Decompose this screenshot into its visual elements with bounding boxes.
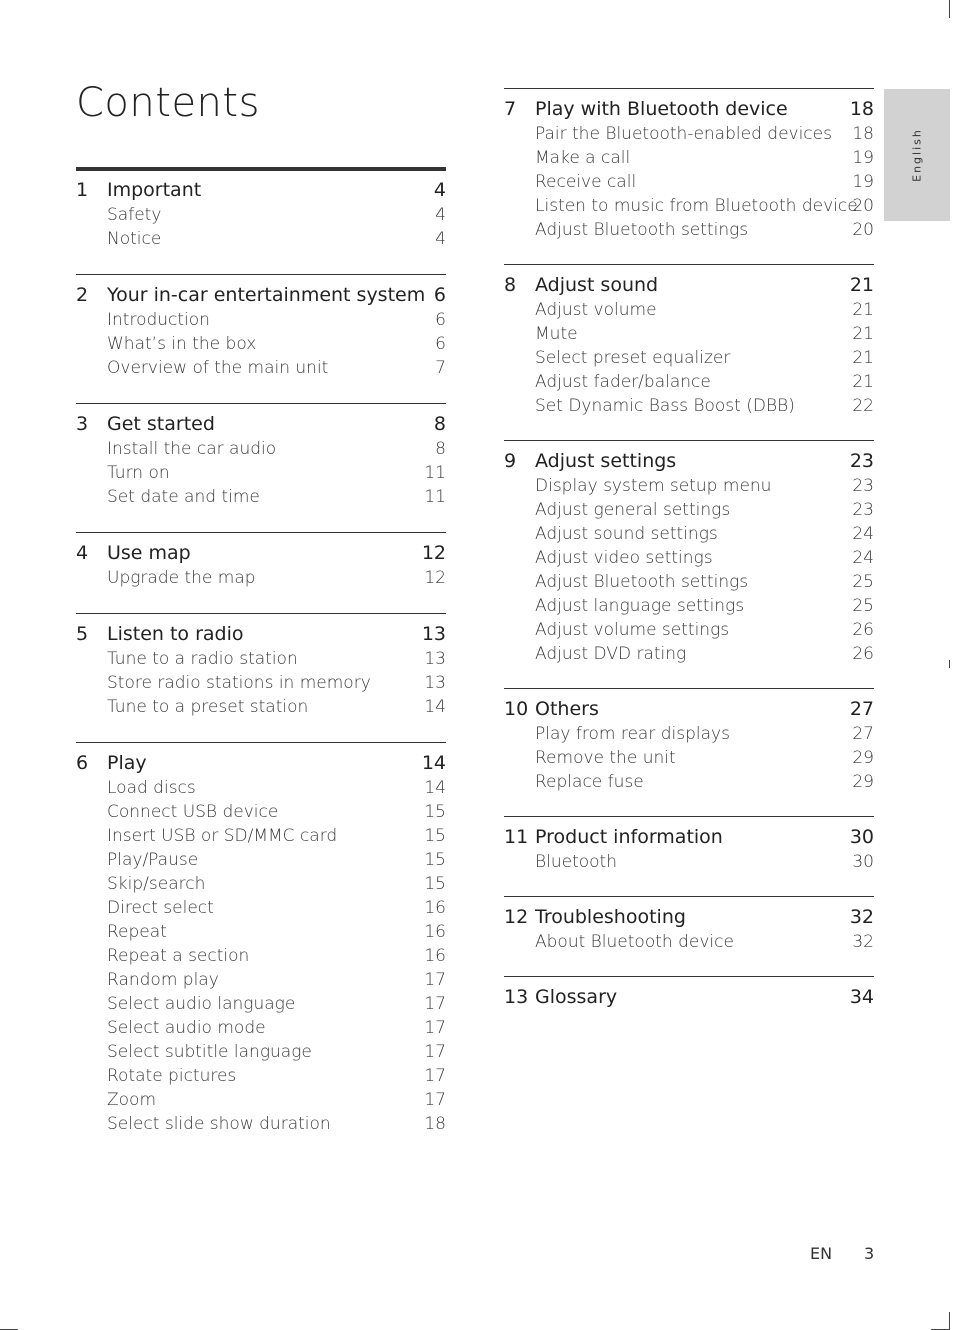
entry-label: Zoom bbox=[107, 1090, 157, 1110]
chapter-number: 8 bbox=[504, 274, 517, 296]
chapter-title: Glossary bbox=[535, 986, 618, 1008]
toc-entry-row bbox=[504, 930, 874, 954]
chapter-title: Product information bbox=[535, 826, 723, 848]
entry-label: Select subtitle language bbox=[107, 1042, 312, 1062]
toc-entry-row bbox=[504, 770, 874, 794]
crop-mark bbox=[949, 660, 950, 668]
toc-entry-row bbox=[504, 170, 874, 194]
entry-label: Rotate pictures bbox=[107, 1066, 237, 1086]
entry-page: 17 bbox=[424, 1018, 446, 1038]
entry-label: Install the car audio bbox=[107, 439, 277, 459]
toc-chapter-row bbox=[76, 540, 446, 566]
toc-entry-row bbox=[76, 992, 446, 1016]
toc-entry-row bbox=[76, 647, 446, 671]
entry-label: Mute bbox=[535, 324, 578, 344]
toc-entry-row bbox=[76, 566, 446, 590]
toc-entry-row bbox=[76, 1016, 446, 1040]
toc-section bbox=[504, 440, 874, 688]
toc-section bbox=[76, 274, 446, 403]
entry-label: Introduction bbox=[107, 310, 210, 330]
toc-chapter-row bbox=[76, 177, 446, 203]
toc-right-column bbox=[504, 88, 874, 1032]
section-body bbox=[504, 441, 874, 688]
entry-label: Store radio stations in memory bbox=[107, 673, 371, 693]
chapter-title: Troubleshooting bbox=[535, 906, 686, 928]
toc-entry-row bbox=[504, 218, 874, 242]
toc-section bbox=[504, 264, 874, 440]
toc-entry-row bbox=[504, 322, 874, 346]
toc-entry-row bbox=[504, 850, 874, 874]
chapter-page: 14 bbox=[421, 752, 446, 774]
toc-entry-row bbox=[504, 642, 874, 666]
chapter-number: 1 bbox=[76, 179, 89, 201]
entry-label: Adjust fader/balance bbox=[535, 372, 711, 392]
chapter-title: Important bbox=[107, 179, 202, 201]
toc-section bbox=[76, 403, 446, 532]
toc-entry-row bbox=[504, 570, 874, 594]
section-body bbox=[76, 275, 446, 403]
entry-page: 21 bbox=[852, 300, 874, 320]
entry-page: 29 bbox=[852, 748, 874, 768]
toc-chapter-row bbox=[504, 272, 874, 298]
entry-label: Play/Pause bbox=[107, 850, 199, 870]
entry-label: Safety bbox=[107, 205, 162, 225]
toc-entry-row bbox=[504, 498, 874, 522]
entry-label: Adjust language settings bbox=[535, 596, 745, 616]
entry-page: 25 bbox=[852, 596, 874, 616]
chapter-number: 12 bbox=[504, 906, 529, 928]
toc-entry-row bbox=[76, 1064, 446, 1088]
section-body bbox=[504, 897, 874, 976]
section-body bbox=[76, 533, 446, 613]
entry-page: 18 bbox=[424, 1114, 446, 1134]
entry-page: 11 bbox=[424, 487, 446, 507]
toc-entry-row bbox=[76, 896, 446, 920]
entry-label: Upgrade the map bbox=[107, 568, 256, 588]
chapter-title: Listen to radio bbox=[107, 623, 244, 645]
chapter-page: 13 bbox=[421, 623, 446, 645]
toc-entry-row bbox=[76, 800, 446, 824]
entry-page: 32 bbox=[852, 932, 874, 952]
footer-page-number: 3 bbox=[864, 1244, 875, 1263]
entry-label: Select audio language bbox=[107, 994, 296, 1014]
toc-entry-row bbox=[76, 671, 446, 695]
entry-label: Direct select bbox=[107, 898, 214, 918]
entry-label: About Bluetooth device bbox=[535, 932, 734, 952]
toc-chapter-row bbox=[76, 411, 446, 437]
entry-label: Replace fuse bbox=[535, 772, 644, 792]
toc-entry-row bbox=[504, 298, 874, 322]
chapter-title: Use map bbox=[107, 542, 191, 564]
entry-label: Connect USB device bbox=[107, 802, 279, 822]
entry-label: Random play bbox=[107, 970, 219, 990]
entry-label: Bluetooth bbox=[535, 852, 617, 872]
toc-chapter-row bbox=[76, 750, 446, 776]
toc-entry-row bbox=[504, 146, 874, 170]
section-body bbox=[76, 743, 446, 1159]
entry-page: 15 bbox=[424, 874, 446, 894]
entry-label: Adjust Bluetooth settings bbox=[535, 572, 749, 592]
toc-entry-row bbox=[504, 546, 874, 570]
entry-label: Select slide show duration bbox=[107, 1114, 331, 1134]
entry-page: 15 bbox=[424, 826, 446, 846]
entry-page: 16 bbox=[424, 898, 446, 918]
entry-page: 17 bbox=[424, 1066, 446, 1086]
entry-page: 4 bbox=[435, 205, 446, 225]
entry-label: Tune to a radio station bbox=[107, 649, 298, 669]
chapter-number: 7 bbox=[504, 98, 517, 120]
toc-entry-row bbox=[504, 346, 874, 370]
entry-page: 18 bbox=[852, 124, 874, 144]
chapter-page: 12 bbox=[421, 542, 446, 564]
entry-page: 29 bbox=[852, 772, 874, 792]
toc-section bbox=[504, 688, 874, 816]
entry-label: Repeat bbox=[107, 922, 167, 942]
section-body bbox=[504, 89, 874, 264]
chapter-page: 4 bbox=[433, 179, 446, 201]
entry-page: 24 bbox=[852, 524, 874, 544]
toc-section bbox=[76, 742, 446, 1159]
toc-entry-row bbox=[504, 370, 874, 394]
chapter-number: 10 bbox=[504, 698, 529, 720]
chapter-title: Your in-car entertainment system bbox=[107, 284, 426, 306]
toc-entry-row bbox=[504, 474, 874, 498]
toc-entry-row bbox=[76, 944, 446, 968]
toc-section bbox=[76, 613, 446, 742]
entry-label: Adjust DVD rating bbox=[535, 644, 687, 664]
toc-entry-row bbox=[76, 1088, 446, 1112]
entry-label: Adjust volume settings bbox=[535, 620, 730, 640]
chapter-number: 4 bbox=[76, 542, 89, 564]
section-body bbox=[504, 977, 874, 1032]
entry-page: 16 bbox=[424, 946, 446, 966]
entry-page: 17 bbox=[424, 994, 446, 1014]
entry-label: Turn on bbox=[107, 463, 170, 483]
entry-page: 30 bbox=[852, 852, 874, 872]
entry-label: Notice bbox=[107, 229, 162, 249]
chapter-page: 27 bbox=[849, 698, 874, 720]
entry-page: 26 bbox=[852, 620, 874, 640]
chapter-title: Adjust sound bbox=[535, 274, 659, 296]
toc-entry-row bbox=[76, 485, 446, 509]
toc-chapter-row bbox=[504, 904, 874, 930]
toc-section bbox=[504, 976, 874, 1032]
entry-label: Tune to a preset station bbox=[107, 697, 309, 717]
entry-page: 21 bbox=[852, 348, 874, 368]
toc-entry-row bbox=[504, 746, 874, 770]
toc-chapter-row bbox=[504, 448, 874, 474]
entry-page: 15 bbox=[424, 850, 446, 870]
entry-page: 20 bbox=[852, 196, 874, 216]
toc-chapter-row bbox=[504, 96, 874, 122]
entry-label: Remove the unit bbox=[535, 748, 676, 768]
entry-page: 27 bbox=[852, 724, 874, 744]
entry-page: 22 bbox=[852, 396, 874, 416]
entry-page: 20 bbox=[852, 220, 874, 240]
page-title: Contents bbox=[76, 80, 260, 126]
section-body bbox=[76, 171, 446, 274]
toc-entry-row bbox=[504, 722, 874, 746]
chapter-page: 34 bbox=[849, 986, 874, 1008]
toc-entry-row bbox=[76, 776, 446, 800]
entry-page: 25 bbox=[852, 572, 874, 592]
toc-entry-row bbox=[504, 194, 874, 218]
chapter-title: Get started bbox=[107, 413, 215, 435]
entry-label: Adjust video settings bbox=[535, 548, 713, 568]
entry-label: Select audio mode bbox=[107, 1018, 266, 1038]
toc-entry-row bbox=[76, 920, 446, 944]
entry-label: Display system setup menu bbox=[535, 476, 772, 496]
section-body bbox=[504, 265, 874, 440]
chapter-title: Play with Bluetooth device bbox=[535, 98, 788, 120]
entry-page: 11 bbox=[424, 463, 446, 483]
entry-page: 15 bbox=[424, 802, 446, 822]
entry-page: 26 bbox=[852, 644, 874, 664]
chapter-number: 2 bbox=[76, 284, 89, 306]
entry-label: Repeat a section bbox=[107, 946, 250, 966]
toc-entry-row bbox=[76, 968, 446, 992]
toc-entry-row bbox=[76, 848, 446, 872]
section-body bbox=[76, 614, 446, 742]
section-body bbox=[504, 689, 874, 816]
entry-page: 17 bbox=[424, 1042, 446, 1062]
entry-label: Set Dynamic Bass Boost (DBB) bbox=[535, 396, 795, 416]
entry-label: Make a call bbox=[535, 148, 631, 168]
toc-entry-row bbox=[76, 227, 446, 251]
toc-section bbox=[76, 532, 446, 613]
entry-page: 12 bbox=[424, 568, 446, 588]
toc-entry-row bbox=[76, 332, 446, 356]
toc-section bbox=[504, 88, 874, 264]
toc-chapter-row bbox=[504, 824, 874, 850]
entry-label: Adjust volume bbox=[535, 300, 657, 320]
entry-label: Listen to music from Bluetooth device bbox=[535, 196, 858, 216]
entry-label: Select preset equalizer bbox=[535, 348, 731, 368]
chapter-number: 6 bbox=[76, 752, 89, 774]
chapter-number: 5 bbox=[76, 623, 89, 645]
entry-label: Insert USB or SD/MMC card bbox=[107, 826, 338, 846]
entry-label: Skip/search bbox=[107, 874, 206, 894]
entry-page: 4 bbox=[435, 229, 446, 249]
toc-entry-row bbox=[76, 1112, 446, 1136]
toc-entry-row bbox=[76, 203, 446, 227]
toc-chapter-row bbox=[504, 984, 874, 1010]
chapter-title: Others bbox=[535, 698, 599, 720]
entry-page: 21 bbox=[852, 372, 874, 392]
chapter-page: 32 bbox=[849, 906, 874, 928]
footer-language: EN bbox=[810, 1244, 833, 1263]
toc-entry-row bbox=[76, 356, 446, 380]
toc-entry-row bbox=[76, 824, 446, 848]
toc-entry-row bbox=[504, 394, 874, 418]
toc-chapter-row bbox=[76, 282, 446, 308]
entry-page: 16 bbox=[424, 922, 446, 942]
toc-entry-row bbox=[76, 872, 446, 896]
entry-label: Receive call bbox=[535, 172, 637, 192]
entry-page: 21 bbox=[852, 324, 874, 344]
chapter-number: 11 bbox=[504, 826, 529, 848]
chapter-page: 21 bbox=[849, 274, 874, 296]
entry-label: Pair the Bluetooth-enabled devices bbox=[535, 124, 832, 144]
section-body bbox=[504, 817, 874, 896]
entry-label: Play from rear displays bbox=[535, 724, 730, 744]
toc-chapter-row bbox=[504, 696, 874, 722]
toc-section bbox=[76, 167, 446, 274]
chapter-page: 8 bbox=[433, 413, 446, 435]
entry-page: 14 bbox=[424, 697, 446, 717]
crop-mark bbox=[949, 0, 950, 18]
toc-entry-row bbox=[76, 461, 446, 485]
chapter-page: 23 bbox=[849, 450, 874, 472]
entry-page: 6 bbox=[435, 334, 446, 354]
entry-label: Adjust Bluetooth settings bbox=[535, 220, 749, 240]
toc-entry-row bbox=[504, 594, 874, 618]
toc-entry-row bbox=[76, 695, 446, 719]
entry-page: 13 bbox=[424, 673, 446, 693]
chapter-number: 13 bbox=[504, 986, 529, 1008]
toc-entry-row bbox=[504, 618, 874, 642]
chapter-page: 6 bbox=[433, 284, 446, 306]
entry-page: 8 bbox=[435, 439, 446, 459]
chapter-title: Play bbox=[107, 752, 147, 774]
entry-label: Adjust sound settings bbox=[535, 524, 718, 544]
entry-label: Set date and time bbox=[107, 487, 260, 507]
toc-section bbox=[504, 896, 874, 976]
language-side-tab bbox=[884, 89, 950, 221]
entry-page: 23 bbox=[852, 500, 874, 520]
entry-label: Overview of the main unit bbox=[107, 358, 329, 378]
language-tab-label: English bbox=[910, 128, 924, 182]
toc-chapter-row bbox=[76, 621, 446, 647]
entry-page: 23 bbox=[852, 476, 874, 496]
toc-entry-row bbox=[504, 522, 874, 546]
crop-mark bbox=[949, 1312, 950, 1330]
entry-page: 19 bbox=[852, 148, 874, 168]
entry-label: Adjust general settings bbox=[535, 500, 731, 520]
toc-entry-row bbox=[76, 1040, 446, 1064]
chapter-page: 18 bbox=[849, 98, 874, 120]
entry-page: 7 bbox=[435, 358, 446, 378]
entry-label: What’s in the box bbox=[107, 334, 257, 354]
chapter-number: 9 bbox=[504, 450, 517, 472]
entry-page: 13 bbox=[424, 649, 446, 669]
chapter-number: 3 bbox=[76, 413, 89, 435]
entry-page: 17 bbox=[424, 970, 446, 990]
chapter-title: Adjust settings bbox=[535, 450, 677, 472]
entry-label: Load discs bbox=[107, 778, 196, 798]
chapter-page: 30 bbox=[849, 826, 874, 848]
toc-entry-row bbox=[76, 308, 446, 332]
toc-left-column bbox=[76, 167, 446, 1159]
entry-page: 17 bbox=[424, 1090, 446, 1110]
toc-entry-row bbox=[76, 437, 446, 461]
entry-page: 19 bbox=[852, 172, 874, 192]
section-body bbox=[76, 404, 446, 532]
entry-page: 14 bbox=[424, 778, 446, 798]
entry-page: 6 bbox=[435, 310, 446, 330]
toc-entry-row bbox=[504, 122, 874, 146]
entry-page: 24 bbox=[852, 548, 874, 568]
toc-section bbox=[504, 816, 874, 896]
